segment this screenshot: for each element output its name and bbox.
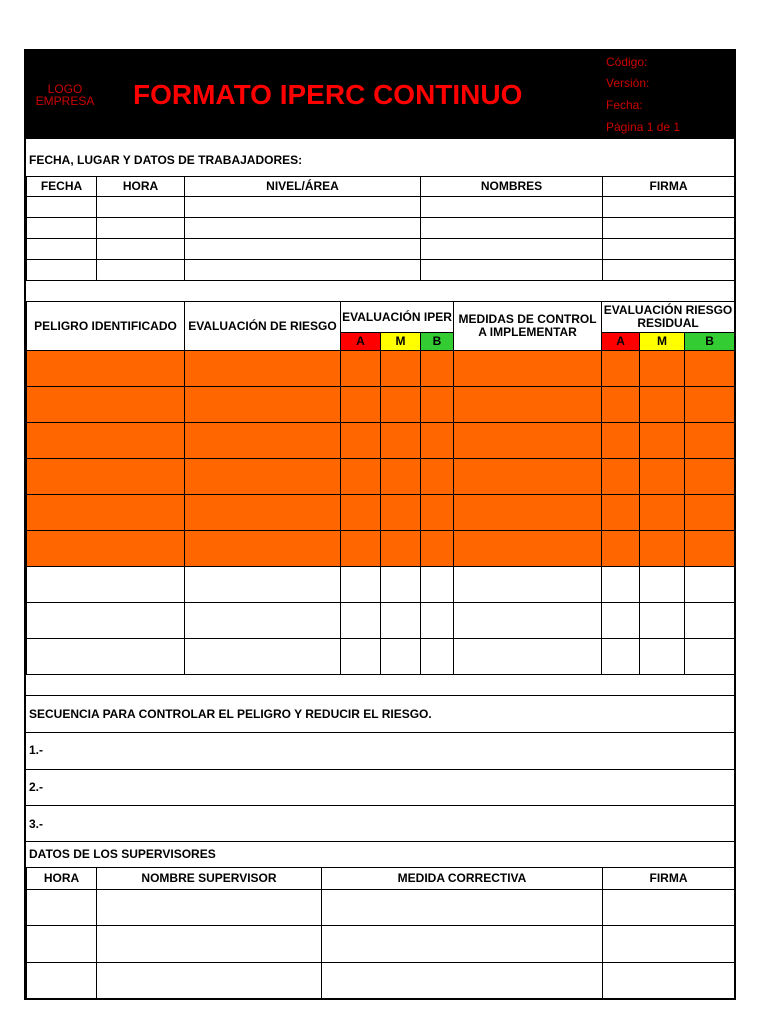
risk-row-filled[interactable] [27, 495, 735, 531]
cell[interactable] [602, 639, 640, 675]
workers-row[interactable] [27, 218, 735, 239]
cell[interactable] [640, 531, 685, 567]
cell[interactable] [341, 639, 381, 675]
cell[interactable] [421, 387, 454, 423]
cell[interactable] [27, 495, 185, 531]
cell[interactable] [185, 423, 341, 459]
col-firma: FIRMA [603, 177, 735, 197]
cell[interactable] [640, 567, 685, 603]
cell[interactable] [322, 890, 603, 926]
cell[interactable] [421, 351, 454, 387]
page-label: Página 1 de 1 [606, 120, 681, 134]
cell[interactable] [421, 260, 603, 281]
logo-line-2: EMPRESA [35, 94, 95, 108]
supervisor-row[interactable] [27, 963, 735, 1000]
cell[interactable] [454, 423, 602, 459]
cell[interactable] [421, 495, 454, 531]
cell[interactable] [381, 639, 421, 675]
risk-row-filled[interactable] [27, 459, 735, 495]
supervisors-header-row [27, 868, 735, 890]
cell[interactable] [454, 351, 602, 387]
col-fecha: FECHA [27, 177, 97, 197]
cell[interactable] [602, 351, 640, 387]
cell[interactable] [381, 495, 421, 531]
risk-row[interactable] [27, 603, 735, 639]
sequence-step-1[interactable]: 1.- [29, 743, 44, 757]
workers-row[interactable] [27, 239, 735, 260]
cell[interactable] [27, 218, 97, 239]
cell[interactable] [341, 423, 381, 459]
cell[interactable] [341, 387, 381, 423]
col-riesgo-residual: EVALUACIÓN RIESGO RESIDUAL [602, 302, 735, 333]
cell[interactable] [27, 603, 185, 639]
cell[interactable] [381, 423, 421, 459]
cell[interactable] [381, 387, 421, 423]
cell[interactable] [27, 239, 97, 260]
cell[interactable] [27, 567, 185, 603]
col-firma: FIRMA [603, 868, 735, 890]
company-logo [32, 83, 98, 107]
cell[interactable] [685, 423, 735, 459]
cell[interactable] [602, 495, 640, 531]
residual-level-a: A [602, 333, 640, 351]
cell[interactable] [322, 926, 603, 963]
sequence-step-3[interactable]: 3.- [29, 817, 44, 831]
cell[interactable] [27, 890, 97, 926]
cell[interactable] [685, 567, 735, 603]
cell[interactable] [603, 963, 735, 1000]
cell[interactable] [685, 351, 735, 387]
cell[interactable] [185, 531, 341, 567]
supervisors-table [26, 867, 735, 1000]
form-header [26, 51, 734, 139]
version-label: Versión: [606, 76, 650, 90]
workers-row[interactable] [27, 260, 735, 281]
col-hora: HORA [27, 868, 97, 890]
cell[interactable] [185, 218, 421, 239]
cell[interactable] [421, 603, 454, 639]
cell[interactable] [602, 531, 640, 567]
col-medida-correctiva: MEDIDA CORRECTIVA [322, 868, 603, 890]
cell[interactable] [185, 260, 421, 281]
cell[interactable] [602, 387, 640, 423]
cell[interactable] [454, 459, 602, 495]
cell[interactable] [602, 603, 640, 639]
cell[interactable] [640, 423, 685, 459]
workers-row[interactable] [27, 197, 735, 218]
cell[interactable] [27, 531, 185, 567]
cell[interactable] [454, 387, 602, 423]
cell[interactable] [185, 603, 341, 639]
risk-row-filled[interactable] [27, 351, 735, 387]
cell[interactable] [454, 567, 602, 603]
cell[interactable] [602, 567, 640, 603]
logo-line-1: LOGO [47, 82, 83, 96]
cell[interactable] [685, 639, 735, 675]
residual-level-m: M [640, 333, 685, 351]
cell[interactable] [685, 495, 735, 531]
cell[interactable] [97, 260, 185, 281]
risk-row-filled[interactable] [27, 531, 735, 567]
cell[interactable] [381, 603, 421, 639]
cell[interactable] [421, 531, 454, 567]
supervisors-section-label: DATOS DE LOS SUPERVISORES [29, 847, 216, 861]
cell[interactable] [454, 495, 602, 531]
col-hora: HORA [97, 177, 185, 197]
cell[interactable] [454, 531, 602, 567]
iper-level-m: M [381, 333, 421, 351]
cell[interactable] [421, 218, 603, 239]
sequence-section-label: SECUENCIA PARA CONTROLAR EL PELIGRO Y REDUCIR EL RIESGO. [29, 707, 432, 721]
cell[interactable] [341, 603, 381, 639]
risk-header-row [27, 302, 735, 333]
sequence-step-2[interactable]: 2.- [29, 780, 44, 794]
cell[interactable] [421, 567, 454, 603]
code-label: Código: [606, 55, 648, 69]
cell[interactable] [685, 459, 735, 495]
cell[interactable] [341, 351, 381, 387]
cell[interactable] [27, 639, 185, 675]
workers-header-row [27, 177, 735, 197]
cell[interactable] [454, 639, 602, 675]
risk-row-filled[interactable] [27, 423, 735, 459]
cell[interactable] [185, 387, 341, 423]
cell[interactable] [640, 603, 685, 639]
cell[interactable] [97, 890, 322, 926]
cell[interactable] [27, 387, 185, 423]
cell[interactable] [185, 239, 421, 260]
cell[interactable] [640, 639, 685, 675]
cell[interactable] [603, 197, 735, 218]
residual-level-b: B [685, 333, 735, 351]
iper-level-a: A [341, 333, 381, 351]
cell[interactable] [185, 639, 341, 675]
cell[interactable] [185, 495, 341, 531]
cell[interactable] [27, 260, 97, 281]
cell[interactable] [185, 197, 421, 218]
cell[interactable] [421, 639, 454, 675]
col-evaluacion-iper: EVALUACIÓN IPER [341, 302, 454, 333]
cell[interactable] [640, 387, 685, 423]
cell[interactable] [603, 890, 735, 926]
supervisor-row[interactable] [27, 890, 735, 926]
cell[interactable] [27, 963, 97, 1000]
workers-section-label: FECHA, LUGAR Y DATOS DE TRABAJADORES: [29, 153, 303, 167]
form-title: FORMATO IPERC CONTINUO [133, 79, 523, 110]
cell[interactable] [685, 531, 735, 567]
iperc-form [24, 49, 736, 1000]
cell[interactable] [421, 239, 603, 260]
cell[interactable] [185, 459, 341, 495]
cell[interactable] [27, 459, 185, 495]
cell[interactable] [27, 197, 97, 218]
risk-table [26, 301, 735, 675]
cell[interactable] [454, 603, 602, 639]
workers-table [26, 176, 735, 281]
col-peligro: PELIGRO IDENTIFICADO [27, 302, 185, 351]
supervisor-row[interactable] [27, 926, 735, 963]
risk-row[interactable] [27, 639, 735, 675]
cell[interactable] [603, 239, 735, 260]
cell[interactable] [185, 351, 341, 387]
cell[interactable] [97, 218, 185, 239]
cell[interactable] [685, 603, 735, 639]
cell[interactable] [640, 351, 685, 387]
cell[interactable] [381, 567, 421, 603]
cell[interactable] [381, 351, 421, 387]
cell[interactable] [341, 567, 381, 603]
cell[interactable] [603, 260, 735, 281]
cell[interactable] [27, 351, 185, 387]
risk-row-filled[interactable] [27, 387, 735, 423]
cell[interactable] [341, 531, 381, 567]
cell[interactable] [97, 197, 185, 218]
cell[interactable] [97, 926, 322, 963]
cell[interactable] [381, 531, 421, 567]
cell[interactable] [421, 423, 454, 459]
cell[interactable] [341, 459, 381, 495]
cell[interactable] [603, 926, 735, 963]
col-evaluacion-riesgo: EVALUACIÓN DE RIESGO [185, 302, 341, 351]
risk-row[interactable] [27, 567, 735, 603]
cell[interactable] [322, 963, 603, 1000]
cell[interactable] [27, 926, 97, 963]
col-nivel-area: NIVEL/ÁREA [185, 177, 421, 197]
cell[interactable] [602, 459, 640, 495]
cell[interactable] [640, 495, 685, 531]
cell[interactable] [602, 423, 640, 459]
cell[interactable] [640, 459, 685, 495]
cell[interactable] [421, 459, 454, 495]
date-label: Fecha: [606, 98, 643, 112]
col-nombre-supervisor: NOMBRE SUPERVISOR [97, 868, 322, 890]
cell[interactable] [685, 387, 735, 423]
col-medidas-control: MEDIDAS DE CONTROL A IMPLEMENTAR [454, 302, 602, 351]
iper-level-b: B [421, 333, 454, 351]
cell[interactable] [27, 423, 185, 459]
cell[interactable] [381, 459, 421, 495]
cell[interactable] [185, 567, 341, 603]
col-nombres: NOMBRES [421, 177, 603, 197]
cell[interactable] [341, 495, 381, 531]
cell[interactable] [97, 239, 185, 260]
cell[interactable] [97, 963, 322, 1000]
cell[interactable] [421, 197, 603, 218]
cell[interactable] [603, 218, 735, 239]
